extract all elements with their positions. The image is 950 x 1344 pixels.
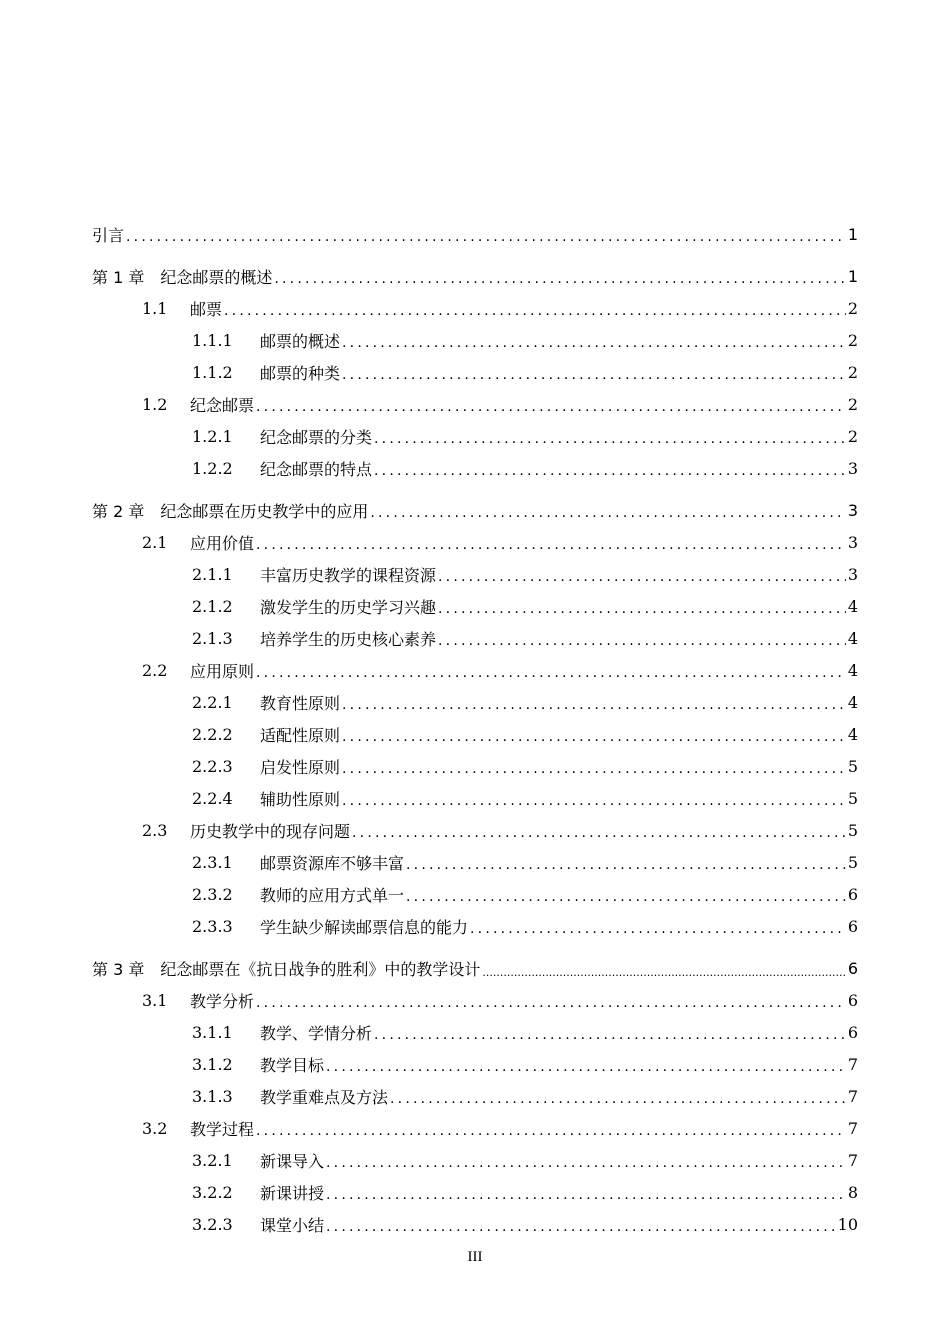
toc-entry-title: 应用原则 — [190, 661, 255, 681]
toc-entry-number: 1.2.2 — [192, 458, 233, 478]
toc-entry-title: 学生缺少解读邮票信息的能力 — [260, 917, 469, 937]
toc-leader-dots — [256, 532, 846, 552]
toc-entry-title: 新课讲授 — [260, 1183, 325, 1203]
toc-entry-number: 第 2 章 — [92, 501, 145, 521]
toc-entry-page: 7 — [847, 1118, 858, 1138]
toc-entry[interactable] — [0, 878, 858, 910]
toc-entry-page: 6 — [847, 958, 858, 978]
toc-leader-dots — [256, 1118, 846, 1138]
toc-entry-number: 1.2.1 — [192, 426, 233, 446]
toc-entry[interactable] — [0, 910, 858, 942]
toc-entry[interactable] — [0, 1016, 858, 1048]
toc-entry-number: 第 1 章 — [92, 267, 145, 287]
toc-entry-title: 教育性原则 — [260, 693, 341, 713]
toc-entry-title: 适配性原则 — [260, 725, 341, 745]
toc-entry-number: 2.3.1 — [192, 852, 233, 872]
toc-entry[interactable] — [0, 324, 858, 356]
toc-leader-dots — [438, 564, 846, 584]
toc-entry[interactable] — [0, 1080, 858, 1112]
toc-entry-number: 2.3.3 — [192, 916, 233, 936]
toc-entry-title: 教学目标 — [260, 1055, 325, 1075]
toc-entry-number: 1.1 — [142, 298, 168, 318]
toc-entry-title: 应用价值 — [190, 533, 255, 553]
toc-entry-title: 纪念邮票的概述 — [160, 267, 273, 287]
toc-entry-page: 4 — [847, 596, 858, 616]
toc-entry-number: 2.3 — [142, 820, 168, 840]
toc-entry-page: 4 — [847, 628, 858, 648]
toc-entry-number: 1.1.2 — [192, 362, 233, 382]
toc-entry-page: 5 — [847, 820, 858, 840]
toc-entry[interactable] — [0, 782, 858, 814]
toc-entry-number: 2.2 — [142, 660, 168, 680]
toc-leader-dots — [342, 330, 846, 350]
toc-leader-dots — [326, 1054, 846, 1074]
toc-leader-dots — [374, 1022, 846, 1042]
toc-leader-dots — [390, 1086, 846, 1106]
toc-leader-dots — [256, 990, 846, 1010]
toc-leader-dots — [224, 298, 846, 318]
toc-entry[interactable] — [0, 1048, 858, 1080]
table-of-contents — [0, 218, 950, 1240]
toc-entry-page: 5 — [847, 756, 858, 776]
toc-entry-title: 课堂小结 — [260, 1215, 325, 1235]
toc-entry-number: 3.1.3 — [192, 1086, 233, 1106]
toc-entry-number: 1.2 — [142, 394, 168, 414]
toc-entry-page: 4 — [847, 660, 858, 680]
toc-entry-title: 教学、学情分析 — [260, 1023, 373, 1043]
toc-entry-number: 2.2.3 — [192, 756, 233, 776]
toc-leader-dots — [342, 362, 846, 382]
toc-entry-page: 7 — [847, 1086, 858, 1106]
toc-entry-page: 5 — [847, 852, 858, 872]
toc-entry-title: 启发性原则 — [260, 757, 341, 777]
toc-entry[interactable] — [0, 452, 858, 484]
toc-entry-title: 邮票的概述 — [260, 331, 341, 351]
toc-entry-page: 7 — [847, 1150, 858, 1170]
toc-entry-number: 3.2 — [142, 1118, 168, 1138]
toc-entry[interactable] — [0, 654, 858, 686]
toc-entry[interactable] — [0, 590, 858, 622]
toc-leader-dots — [342, 724, 846, 744]
toc-leader-dots — [274, 266, 845, 286]
toc-leader-dots — [342, 756, 846, 776]
toc-entry-page: 6 — [847, 916, 858, 936]
toc-entry-title: 纪念邮票 — [190, 395, 255, 415]
toc-entry-page: 3 — [847, 532, 858, 552]
toc-entry[interactable] — [0, 718, 858, 750]
toc-entry-page: 5 — [847, 788, 858, 808]
toc-entry-title: 历史教学中的现存问题 — [190, 821, 351, 841]
toc-leader-dots — [438, 628, 846, 648]
toc-entry-number: 2.2.2 — [192, 724, 233, 744]
toc-entry-page: 2 — [847, 426, 858, 446]
toc-entry-title: 邮票的种类 — [260, 363, 341, 383]
toc-entry-title: 丰富历史教学的课程资源 — [260, 565, 437, 585]
toc-entry[interactable] — [0, 1144, 858, 1176]
toc-entry-number: 2.2.1 — [192, 692, 233, 712]
toc-leader-dots — [470, 916, 846, 936]
toc-entry-number: 3.2.3 — [192, 1214, 233, 1234]
toc-entry[interactable] — [0, 686, 858, 718]
toc-entry-title: 邮票资源库不够丰富 — [260, 853, 405, 873]
toc-leader-dots — [256, 394, 846, 414]
toc-entry-number: 1.1.1 — [192, 330, 233, 350]
toc-entry-title: 激发学生的历史学习兴趣 — [260, 597, 437, 617]
toc-entry-title: 纪念邮票在历史教学中的应用 — [160, 501, 369, 521]
toc-entry[interactable] — [0, 356, 858, 388]
toc-entry-title: 邮票 — [190, 299, 223, 319]
toc-entry-page: 2 — [847, 298, 858, 318]
toc-entry[interactable] — [0, 1208, 858, 1240]
toc-entry-page: 1 — [847, 266, 858, 286]
toc-entry[interactable] — [0, 292, 858, 324]
toc-entry-page: 3 — [847, 564, 858, 584]
toc-entry[interactable] — [0, 952, 858, 984]
toc-entry-number: 2.1 — [142, 532, 168, 552]
toc-entry-title: 纪念邮票的特点 — [260, 459, 373, 479]
toc-entry[interactable] — [0, 622, 858, 654]
toc-leader-dots — [342, 788, 846, 808]
toc-leader-dots — [326, 1214, 836, 1234]
toc-entry-number: 3.1.2 — [192, 1054, 233, 1074]
page-number-footer: III — [467, 1249, 483, 1265]
toc-leader-dots — [482, 959, 845, 978]
toc-entry-title: 教学过程 — [190, 1119, 255, 1139]
toc-entry[interactable] — [0, 494, 858, 526]
toc-entry-number: 3.1 — [142, 990, 168, 1010]
toc-entry[interactable] — [0, 984, 858, 1016]
toc-entry-number: 第 3 章 — [92, 959, 145, 979]
toc-entry-page: 4 — [847, 692, 858, 712]
toc-leader-dots — [406, 884, 846, 904]
toc-entry-title: 教学分析 — [190, 991, 255, 1011]
toc-entry-number: 3.2.1 — [192, 1150, 233, 1170]
toc-leader-dots — [326, 1182, 846, 1202]
toc-entry-page: 6 — [847, 1022, 858, 1042]
toc-entry[interactable] — [0, 388, 858, 420]
toc-entry-number: 2.3.2 — [192, 884, 233, 904]
toc-entry[interactable] — [0, 218, 858, 250]
toc-entry-title: 纪念邮票在《抗日战争的胜利》中的教学设计 — [160, 959, 481, 979]
toc-entry-title: 引言 — [92, 225, 125, 245]
toc-entry-number: 3.1.1 — [192, 1022, 233, 1042]
toc-entry[interactable] — [0, 526, 858, 558]
toc-entry-page: 6 — [847, 884, 858, 904]
toc-entry-page: 2 — [847, 362, 858, 382]
toc-entry-title: 辅助性原则 — [260, 789, 341, 809]
toc-entry[interactable] — [0, 1176, 858, 1208]
toc-leader-dots — [370, 500, 845, 520]
toc-entry-number: 2.2.4 — [192, 788, 233, 808]
toc-entry-page: 3 — [847, 500, 858, 520]
toc-entry-title: 新课导入 — [260, 1151, 325, 1171]
toc-leader-dots — [374, 458, 846, 478]
toc-entry-number: 3.2.2 — [192, 1182, 233, 1202]
toc-entry-title: 教师的应用方式单一 — [260, 885, 405, 905]
toc-entry-title: 教学重难点及方法 — [260, 1087, 389, 1107]
toc-entry-title: 培养学生的历史核心素养 — [260, 629, 437, 649]
toc-leader-dots — [126, 224, 846, 244]
toc-entry-page: 3 — [847, 458, 858, 478]
toc-entry[interactable] — [0, 750, 858, 782]
toc-leader-dots — [406, 852, 846, 872]
toc-leader-dots — [352, 820, 846, 840]
toc-entry-number: 2.1.1 — [192, 564, 233, 584]
toc-leader-dots — [374, 426, 846, 446]
toc-entry-page: 6 — [847, 990, 858, 1010]
toc-entry[interactable] — [0, 846, 858, 878]
toc-entry-page: 4 — [847, 724, 858, 744]
toc-entry-number: 2.1.2 — [192, 596, 233, 616]
toc-leader-dots — [326, 1150, 846, 1170]
toc-leader-dots — [438, 596, 846, 616]
toc-entry[interactable] — [0, 420, 858, 452]
toc-entry[interactable] — [0, 558, 858, 590]
toc-entry-title: 纪念邮票的分类 — [260, 427, 373, 447]
toc-entry[interactable] — [0, 260, 858, 292]
toc-entry-page: 2 — [847, 330, 858, 350]
toc-entry-page: 10 — [837, 1214, 858, 1234]
toc-entry-number: 2.1.3 — [192, 628, 233, 648]
toc-entry-page: 1 — [847, 224, 858, 244]
toc-entry[interactable] — [0, 814, 858, 846]
toc-leader-dots — [256, 660, 846, 680]
toc-entry[interactable] — [0, 1112, 858, 1144]
toc-entry-page: 7 — [847, 1054, 858, 1074]
toc-entry-page: 2 — [847, 394, 858, 414]
toc-entry-page: 8 — [847, 1182, 858, 1202]
toc-leader-dots — [342, 692, 846, 712]
